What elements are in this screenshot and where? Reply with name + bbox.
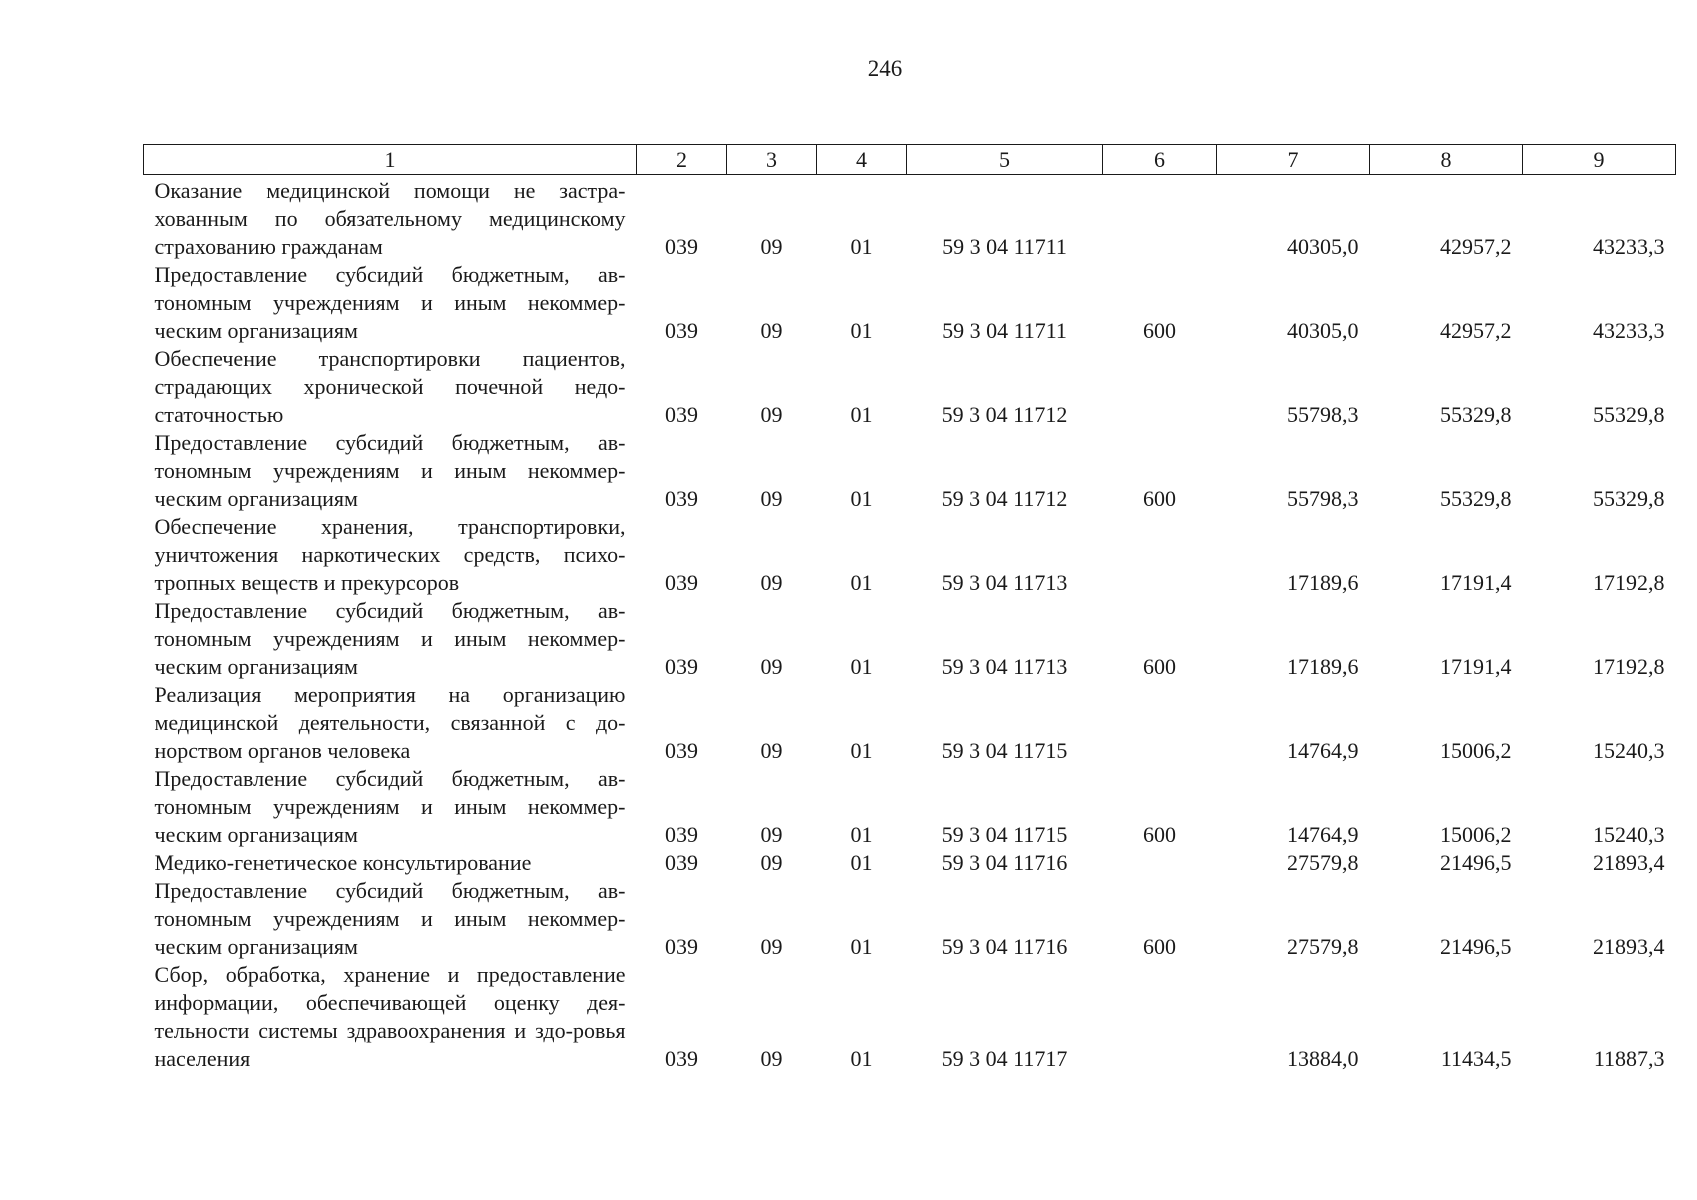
table-body (144, 175, 1676, 1074)
row-expense-type: 600 (1143, 318, 1176, 343)
row-amount-col7: 27579,8 (1287, 850, 1359, 875)
row-amount-col9: 43233,3 (1593, 318, 1665, 343)
row-amount-col8: 21496,5 (1440, 934, 1512, 959)
column-header-9: 9 (1523, 145, 1676, 175)
row-target-code: 59 3 04 11715 (941, 738, 1068, 763)
row-subsection: 01 (850, 570, 873, 595)
row-subsection: 01 (850, 850, 873, 875)
row-ministry-code: 039 (665, 850, 698, 875)
row-amount-col9: 11887,3 (1593, 1046, 1665, 1071)
row-amount-col7: 40305,0 (1287, 234, 1359, 259)
row-amount-col8: 15006,2 (1440, 738, 1512, 763)
row-amount-col9: 17192,8 (1593, 570, 1665, 595)
row-target-code: 59 3 04 11716 (941, 934, 1068, 959)
row-subsection: 01 (850, 234, 873, 259)
row-ministry-code: 039 (665, 318, 698, 343)
row-amount-col9: 17192,8 (1593, 654, 1665, 679)
row-amount-col7: 14764,9 (1287, 738, 1359, 763)
row-amount-col7: 17189,6 (1287, 654, 1359, 679)
row-section: 09 (760, 738, 783, 763)
row-target-code: 59 3 04 11715 (941, 822, 1068, 847)
row-name: Предоставление субсидий бюджетным, ав-тономным учреждениям и иным некоммер-ческим организациям (154, 430, 626, 511)
row-section: 09 (760, 654, 783, 679)
row-ministry-code: 039 (665, 934, 698, 959)
table-row (144, 681, 1676, 765)
row-target-code: 59 3 04 11711 (942, 318, 1067, 343)
row-amount-col7: 14764,9 (1287, 822, 1359, 847)
row-amount-col8: 17191,4 (1440, 654, 1512, 679)
row-amount-col9: 21893,4 (1593, 850, 1665, 875)
row-name: Оказание медицинской помощи не застра-хованным по обязательному медицинскому страхованию гражданам (154, 178, 626, 259)
row-amount-col7: 17189,6 (1287, 570, 1359, 595)
row-ministry-code: 039 (665, 402, 698, 427)
column-header-3: 3 (727, 145, 817, 175)
row-amount-col8: 11434,5 (1440, 1046, 1512, 1071)
row-name: Предоставление субсидий бюджетным, ав-тономным учреждениям и иным некоммер-ческим организациям (154, 878, 626, 959)
row-amount-col8: 15006,2 (1440, 822, 1512, 847)
row-subsection: 01 (850, 318, 873, 343)
row-target-code: 59 3 04 11712 (941, 486, 1068, 511)
table-row (144, 513, 1676, 597)
row-subsection: 01 (850, 402, 873, 427)
row-expense-type (1103, 513, 1217, 597)
table-row (144, 261, 1676, 345)
table-row (144, 597, 1676, 681)
row-section: 09 (760, 486, 783, 511)
row-amount-col8: 42957,2 (1440, 234, 1512, 259)
row-amount-col9: 55329,8 (1593, 402, 1665, 427)
row-target-code: 59 3 04 11717 (941, 1046, 1068, 1071)
column-header-5: 5 (907, 145, 1103, 175)
row-target-code: 59 3 04 11713 (941, 654, 1068, 679)
row-name: Сбор, обработка, хранение и предоставление информации, обеспечивающей оценку дея-тельности системы здравоохранения и здо-ровья населения (154, 962, 626, 1071)
row-target-code: 59 3 04 11711 (942, 234, 1067, 259)
budget-table (143, 144, 1676, 1073)
row-expense-type (1103, 849, 1217, 877)
row-expense-type: 600 (1143, 486, 1176, 511)
column-header-6: 6 (1103, 145, 1217, 175)
row-target-code: 59 3 04 11716 (941, 850, 1068, 875)
column-header-4: 4 (817, 145, 907, 175)
row-name: Предоставление субсидий бюджетным, ав-тономным учреждениям и иным некоммер-ческим организациям (154, 598, 626, 679)
table-row (144, 849, 1676, 877)
row-expense-type: 600 (1143, 934, 1176, 959)
row-subsection: 01 (850, 1046, 873, 1071)
row-target-code: 59 3 04 11713 (941, 570, 1068, 595)
table-row (144, 429, 1676, 513)
row-amount-col8: 21496,5 (1440, 850, 1512, 875)
column-header-2: 2 (637, 145, 727, 175)
row-section: 09 (760, 570, 783, 595)
row-subsection: 01 (850, 654, 873, 679)
row-expense-type (1103, 681, 1217, 765)
row-ministry-code: 039 (665, 738, 698, 763)
row-section: 09 (760, 822, 783, 847)
row-expense-type (1103, 175, 1217, 262)
row-name: Предоставление субсидий бюджетным, ав-тономным учреждениям и иным некоммер-ческим организациям (154, 766, 626, 847)
table-row (144, 175, 1676, 262)
row-expense-type: 600 (1143, 654, 1176, 679)
row-ministry-code: 039 (665, 1046, 698, 1071)
header-row (144, 145, 1676, 175)
row-section: 09 (760, 234, 783, 259)
row-ministry-code: 039 (665, 654, 698, 679)
row-ministry-code: 039 (665, 234, 698, 259)
row-name: Предоставление субсидий бюджетным, ав-тономным учреждениям и иным некоммер-ческим организациям (154, 262, 626, 343)
row-amount-col9: 15240,3 (1593, 738, 1665, 763)
row-name: Обеспечение транспортировки пациентов, страдающих хронической почечной недо-статочностью (154, 346, 626, 427)
row-subsection: 01 (850, 486, 873, 511)
row-amount-col7: 40305,0 (1287, 318, 1359, 343)
row-amount-col8: 42957,2 (1440, 318, 1512, 343)
row-subsection: 01 (850, 738, 873, 763)
row-section: 09 (760, 850, 783, 875)
row-name: Реализация мероприятия на организацию медицинской деятельности, связанной с до-норством органов человека (154, 682, 626, 763)
row-ministry-code: 039 (665, 486, 698, 511)
row-ministry-code: 039 (665, 570, 698, 595)
table-row (144, 765, 1676, 849)
row-expense-type (1103, 345, 1217, 429)
row-amount-col9: 43233,3 (1593, 234, 1665, 259)
row-amount-col7: 13884,0 (1287, 1046, 1359, 1071)
row-amount-col7: 27579,8 (1287, 934, 1359, 959)
row-amount-col9: 21893,4 (1593, 934, 1665, 959)
row-amount-col7: 55798,3 (1287, 402, 1359, 427)
row-expense-type: 600 (1143, 822, 1176, 847)
row-name: Обеспечение хранения, транспортировки, уничтожения наркотических средств, психо-тропных веществ и прекурсоров (154, 514, 626, 595)
row-amount-col8: 55329,8 (1440, 402, 1512, 427)
row-subsection: 01 (850, 822, 873, 847)
row-expense-type (1103, 961, 1217, 1073)
row-amount-col8: 55329,8 (1440, 486, 1512, 511)
row-amount-col9: 15240,3 (1593, 822, 1665, 847)
column-header-1: 1 (144, 145, 637, 175)
table-row (144, 961, 1676, 1073)
row-section: 09 (760, 1046, 783, 1071)
row-ministry-code: 039 (665, 822, 698, 847)
row-amount-col7: 55798,3 (1287, 486, 1359, 511)
row-amount-col9: 55329,8 (1593, 486, 1665, 511)
row-amount-col8: 17191,4 (1440, 570, 1512, 595)
column-header-8: 8 (1370, 145, 1523, 175)
table-row (144, 877, 1676, 961)
row-subsection: 01 (850, 934, 873, 959)
row-section: 09 (760, 318, 783, 343)
page-number: 246 (867, 56, 903, 81)
row-section: 09 (760, 934, 783, 959)
row-target-code: 59 3 04 11712 (941, 402, 1068, 427)
row-section: 09 (760, 402, 783, 427)
row-name: Медико-генетическое консультирование (154, 850, 532, 875)
column-header-7: 7 (1217, 145, 1370, 175)
table-row (144, 345, 1676, 429)
